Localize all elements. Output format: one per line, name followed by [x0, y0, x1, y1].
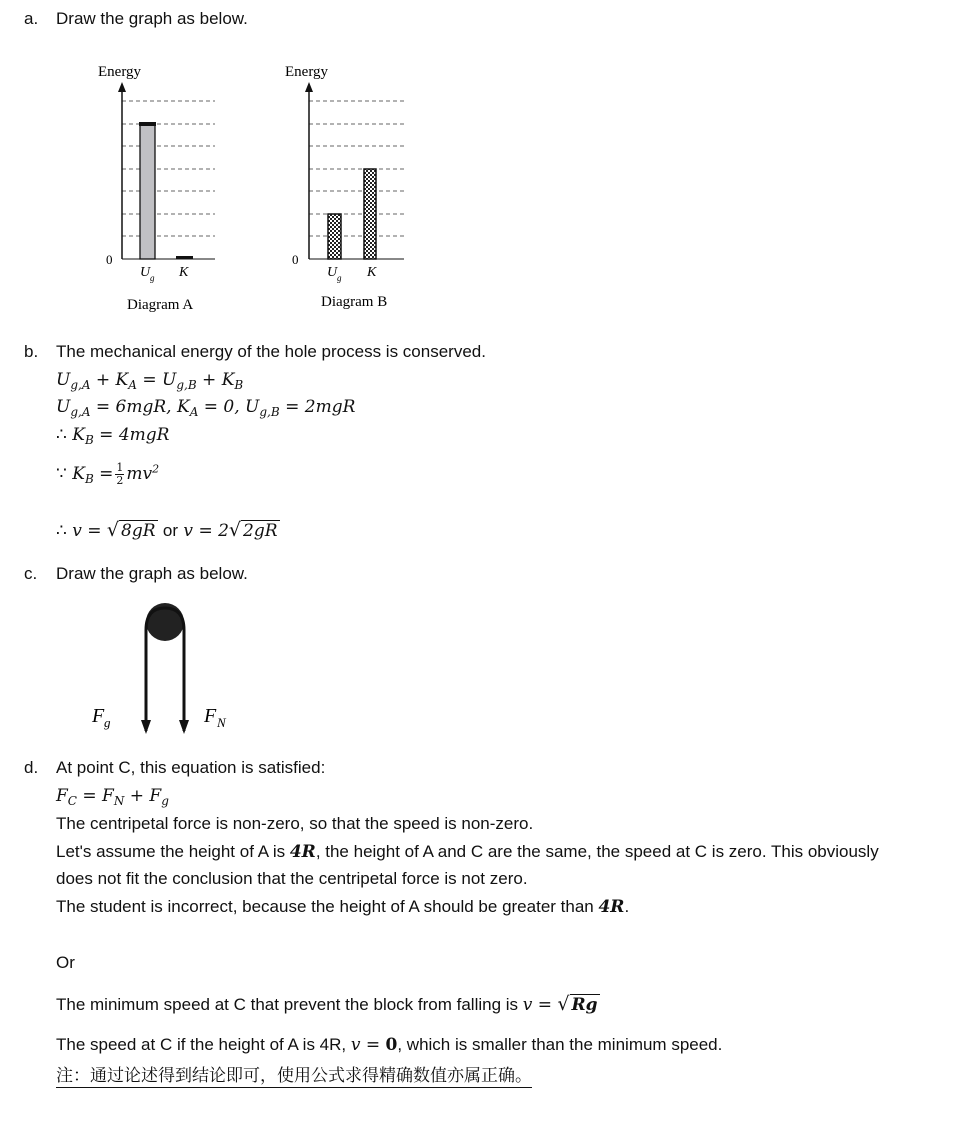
diagram-b-label-g: g: [337, 273, 342, 283]
force-fg-label: F: [92, 705, 105, 727]
part-a-label: a.: [24, 9, 39, 28]
diagram-a-bar-ug: [140, 124, 155, 259]
equation-speed-result: ∴ v = √ 8gR or v = 2√ 2gR: [56, 519, 278, 541]
part-d-line4: The student is incorrect, because the height of A should be greater than 4R.: [56, 897, 630, 917]
diagram-a-gridlines: [122, 101, 215, 259]
part-d-line2b: , the height of A and C are the same, the speed at C is zero. This obviously: [315, 842, 879, 861]
part-d-text: At point C, this equation is satisfied:: [56, 758, 326, 777]
part-b-text: The mechanical energy of the hole process is conserved.: [56, 342, 486, 361]
equation-kinetic-result: ∴ $K_B = 4mgR$: [56, 425, 170, 447]
diagram-a-arrowhead: [118, 82, 126, 92]
equation-min-speed: v = √ Rg: [522, 993, 598, 1015]
force-fn-label: F: [204, 705, 217, 727]
diagram-a-bar-k: [176, 256, 193, 259]
arrow-fg: [141, 720, 151, 734]
diagram-a-zero: 0: [106, 252, 113, 267]
part-c-text: Draw the graph as below.: [56, 564, 248, 583]
force-fg-sub: g: [104, 715, 111, 730]
part-d-line5: [56, 993, 600, 1015]
arrow-fn: [179, 720, 189, 734]
diagram-b-label-u: U: [327, 265, 338, 280]
part-d-line6b: , which is smaller than the minimum speed.: [397, 1035, 723, 1054]
force-diagram: [80, 596, 260, 746]
part-d-line2a: Let's assume the height of A is: [56, 842, 290, 861]
part-d-line6a: The speed at C if the height of A is 4R,: [56, 1035, 351, 1054]
note-chinese: 注：通过论述得到结论即可，使用公式求得精确数值亦属正确。: [56, 1061, 532, 1088]
part-a-text: Draw the graph as below.: [56, 9, 248, 28]
part-d-line4-text: The student is incorrect, because the height of A should be greater than: [56, 897, 599, 916]
diagram-a-y-label: Energy: [98, 64, 142, 80]
part-d-4r-1: 4R: [289, 842, 316, 862]
part-c-label: c.: [24, 564, 38, 583]
diagram-a-label-u: U: [140, 265, 151, 280]
diagram-a-bar-ug-top: [139, 122, 156, 126]
part-d-or: Or: [56, 953, 75, 972]
equation-centripetal: $F_C = F_N + F_g$: [56, 786, 169, 808]
diagram-b-zero: 0: [292, 252, 299, 267]
part-d-label: d.: [24, 758, 39, 777]
equation-values: $U_{g,A} = 6mgR$, $K_A = 0$, $U_{g,B} = 2mgR$: [56, 397, 356, 419]
diagram-a-label-k: K: [179, 265, 189, 280]
part-d-line6: [56, 1035, 722, 1055]
part-d-line2: [56, 842, 879, 862]
part-d-line5-text: The minimum speed at C that prevent the block from falling is: [56, 995, 523, 1014]
part-d-line1: The centripetal force is non-zero, so that the speed is non-zero.: [56, 814, 534, 833]
part-b-label: b.: [24, 342, 39, 361]
diagram-b-y-label: Energy: [285, 64, 329, 80]
diagram-b-bar-ug: [328, 214, 341, 259]
equation-energy-conservation: $U_{g,A} + K_A = U_{g,B} + K_B$: [56, 370, 244, 392]
diagram-b-label-k: K: [367, 265, 377, 280]
diagram-a: [90, 58, 240, 318]
equation-v-zero: v = 0: [350, 1035, 398, 1055]
diagram-a-caption: Diagram A: [127, 297, 194, 313]
diagram-b-caption: Diagram B: [321, 294, 388, 310]
part-d-4r-2: 4R: [598, 897, 625, 917]
force-fn-sub: N: [217, 715, 226, 730]
diagram-b-bar-k: [364, 169, 376, 259]
equation-kinetic-formula: ∵ $K_B$ = $\frac{1}{2}$ $mv^2$: [56, 461, 160, 487]
diagram-b: [278, 58, 428, 318]
or-word: or: [162, 521, 179, 540]
diagram-a-label-g: g: [150, 273, 155, 283]
diagram-b-arrowhead: [305, 82, 313, 92]
diagram-b-gridlines: [309, 101, 404, 259]
part-d-line3: does not fit the conclusion that the centripetal force is not zero.: [56, 869, 528, 888]
